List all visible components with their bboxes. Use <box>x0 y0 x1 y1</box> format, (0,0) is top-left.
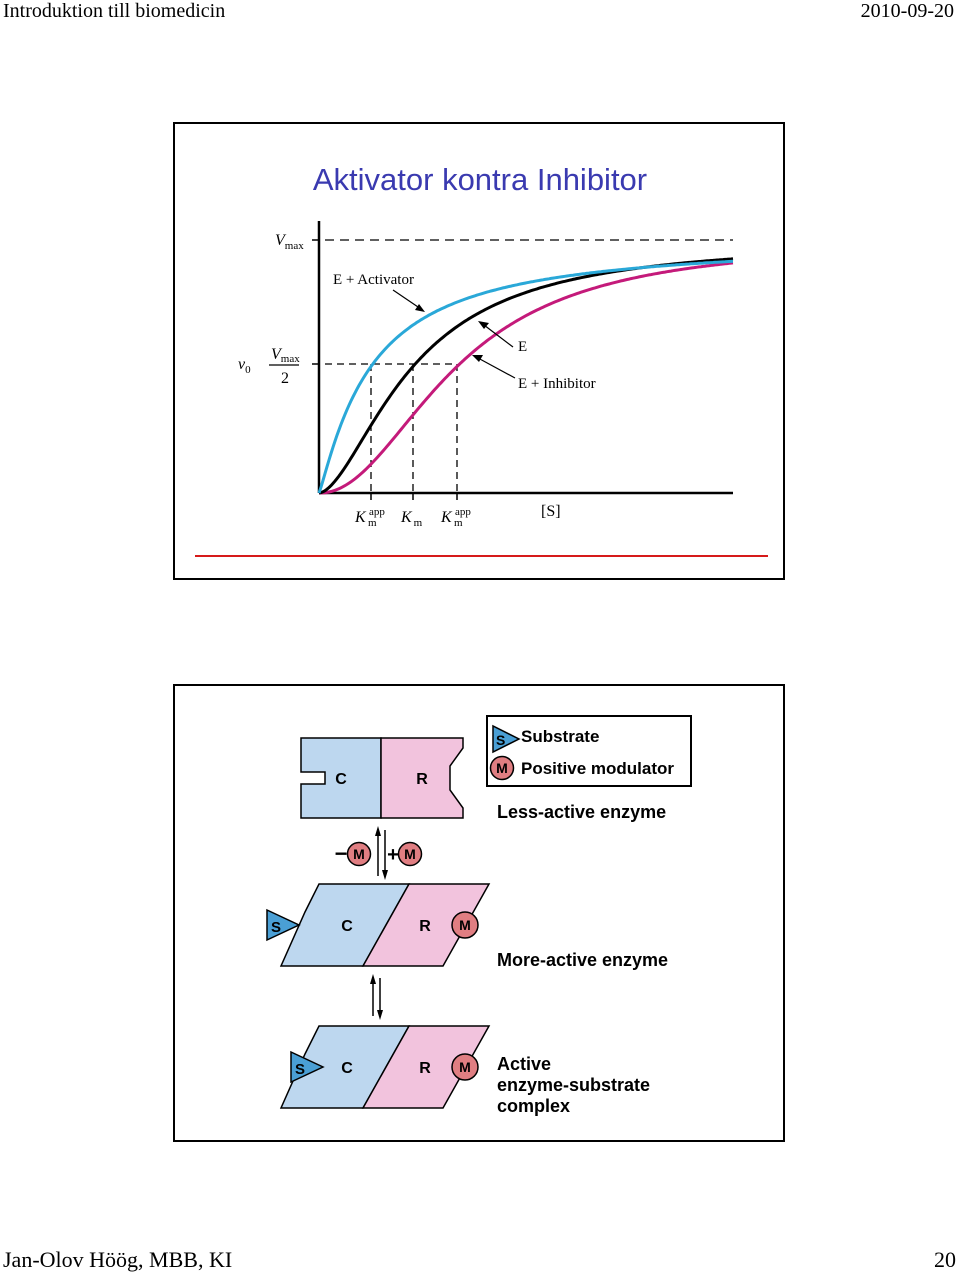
footer-author: Jan-Olov Höög, MBB, KI <box>3 1247 233 1272</box>
km-app-2-sub: m <box>454 517 463 529</box>
minus-sign: − <box>334 841 348 866</box>
inhibitor-arrowhead <box>472 355 483 362</box>
activator-label: E + Activator <box>333 272 414 288</box>
km-app-1-sub: m <box>368 517 377 529</box>
v0-label: $v_0$ <box>238 356 251 376</box>
slide-activator-inhibitor <box>173 122 785 580</box>
modulator-legend-icon-letter: M <box>496 760 508 776</box>
complex-c-label: C <box>341 1060 353 1077</box>
substrate-legend-label: Substrate <box>521 727 600 746</box>
modulator-legend-label: Positive modulator <box>521 759 675 778</box>
released-modulator-letter: M <box>353 846 365 862</box>
km-label: K $_m$ <box>401 509 423 529</box>
kinetics-chart <box>175 124 787 582</box>
less-active-r-label: R <box>416 771 428 788</box>
km-app-1-sup: app <box>369 506 385 518</box>
equilibrium-arrowhead-up-1 <box>375 826 381 836</box>
inhibitor-label: E + Inhibitor <box>518 376 596 392</box>
complex-label-line2: enzyme-substrate <box>497 1075 651 1095</box>
slide-allosteric-activation <box>173 684 785 1142</box>
less-active-c-label: C <box>335 771 347 788</box>
more-active-label: More-active enzyme <box>497 950 669 970</box>
equilibrium-arrowhead-up-2 <box>370 974 376 984</box>
header-course-title: Introduktion till biomedicin <box>3 0 226 22</box>
approaching-substrate-letter: S <box>271 919 282 936</box>
substrate-legend-icon-letter: S <box>496 732 506 748</box>
bound-substrate-letter: S <box>295 1061 306 1078</box>
less-active-label: Less-active enzyme <box>497 802 667 822</box>
activator-arrowhead <box>415 304 425 312</box>
allosteric-diagram <box>175 686 787 1144</box>
inhibitor-arrow <box>478 358 515 378</box>
bound-modulator-letter-arrow: M <box>404 846 416 862</box>
more-active-c-label: C <box>341 918 353 935</box>
half-vmax-numerator: Vmax <box>271 346 300 365</box>
half-vmax-denominator: 2 <box>281 370 289 387</box>
footer-page-number: 20 <box>934 1247 956 1272</box>
x-axis-label: [S] <box>541 503 561 520</box>
complex-modulator-letter: M <box>459 1059 471 1075</box>
activator-arrow <box>393 290 421 309</box>
enzyme-arrow <box>484 325 513 347</box>
equilibrium-arrowhead-down-1 <box>382 870 388 880</box>
header-date: 2010-09-20 <box>860 0 954 22</box>
km-app-2-label: K <box>441 509 452 526</box>
complex-label-line1: Active <box>497 1054 552 1074</box>
complex-r-label: R <box>419 1060 431 1077</box>
slide-title: Aktivator kontra Inhibitor <box>312 162 648 197</box>
more-active-r-label: R <box>419 918 431 935</box>
plus-sign: + <box>387 844 399 866</box>
km-app-2-sup: app <box>455 506 471 518</box>
vmax-label: $V_{max}$ <box>275 232 304 252</box>
complex-label-line3: complex <box>497 1096 571 1116</box>
more-active-modulator-letter: M <box>459 917 471 933</box>
km-app-1-label: K <box>355 509 366 526</box>
enzyme-label: E <box>518 339 528 355</box>
equilibrium-arrowhead-down-2 <box>377 1010 383 1020</box>
